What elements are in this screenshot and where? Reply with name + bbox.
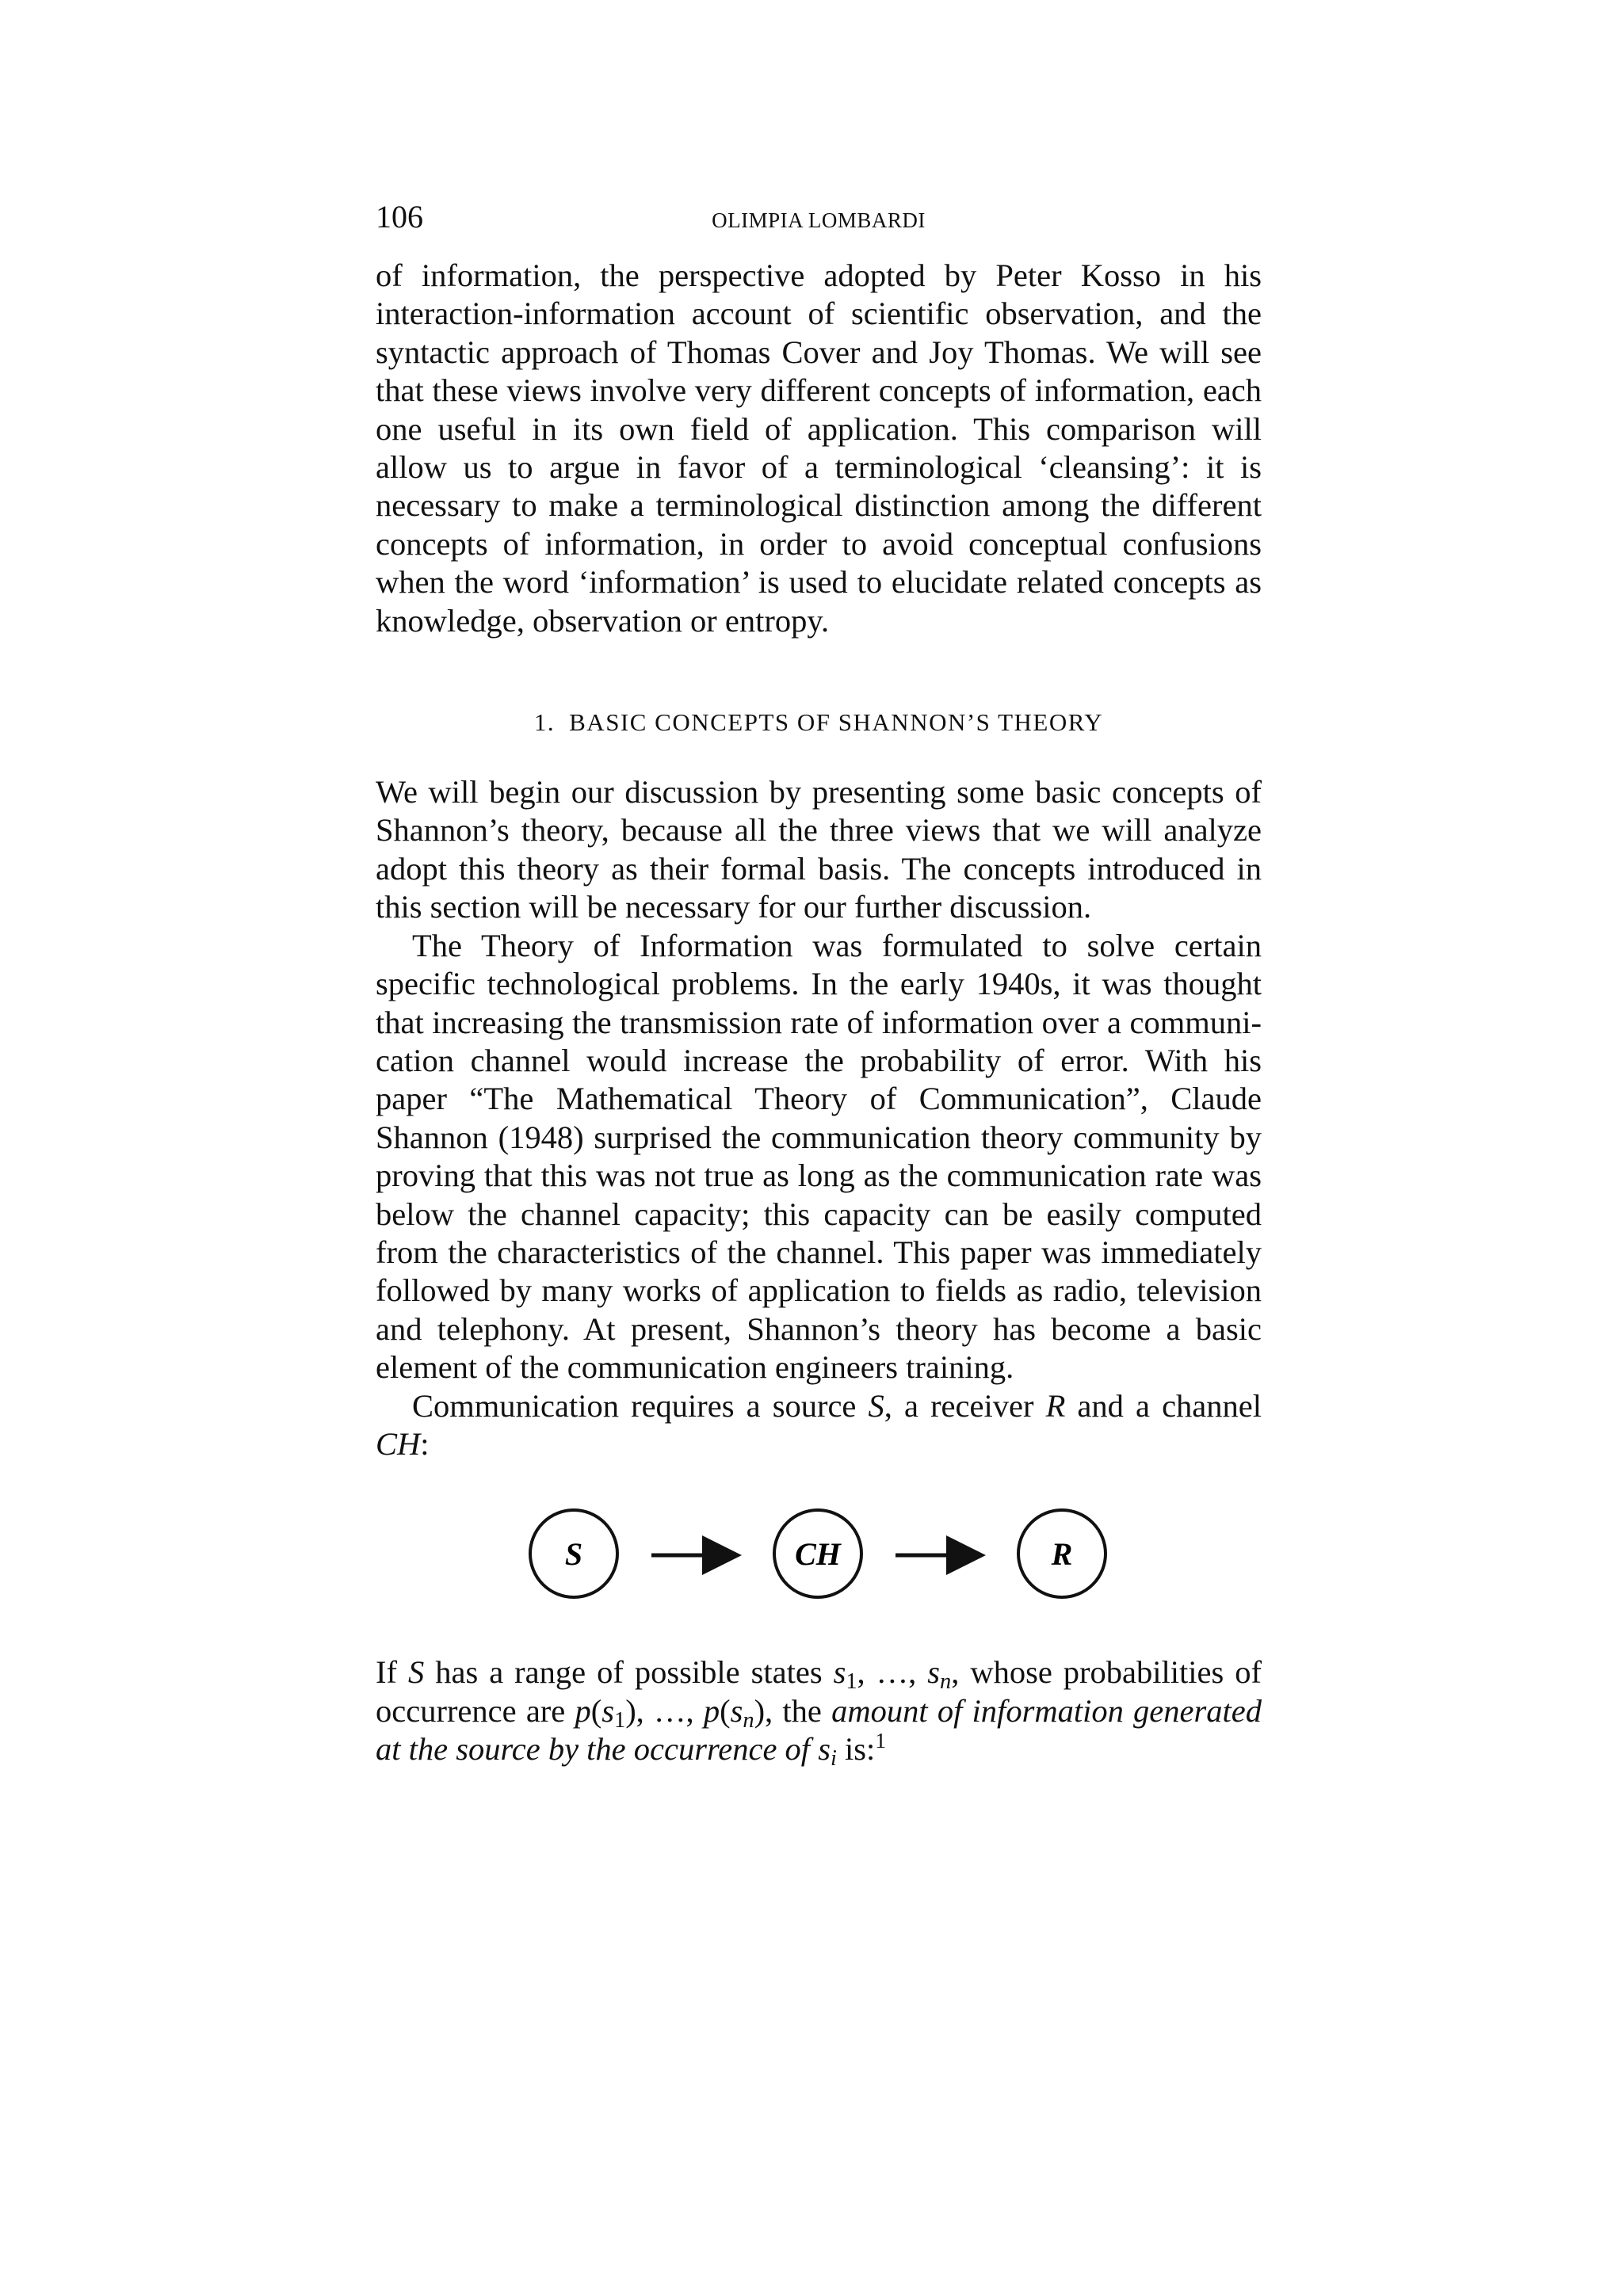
section-heading [376, 707, 1262, 738]
var-receiver: R [1045, 1387, 1066, 1424]
emphasis-amount-of-information: amount of information generated at the source by the occurrence of [376, 1692, 1262, 1768]
node-receiver [1018, 1510, 1106, 1597]
section-title: BASIC CONCEPTS OF SHANNON’S THEORY [569, 708, 1104, 737]
var-source: S [868, 1387, 884, 1424]
intro-paragraph: of information, the perspective adopted by Peter Kosso in his interaction-information account of scientific observation, and the syntactic approach of Thomas Cover and Joy Thomas. We will see that these views involve very different concepts of information, each one useful in its own field of application. This comparison will allow us to argue in favor of a terminological ‘cleansing’: it is necessary to make a terminological distinction among the different concepts of information, in order to avoid conceptual confusions when the word ‘information’ is used to elucidate related concepts as knowledge, observation or entropy. [376, 257, 1262, 639]
paragraph-communication-requirements: Communication requires a source S, a receiver R and a channel CH: [376, 1387, 1262, 1462]
node-channel [774, 1510, 861, 1597]
communication-diagram [376, 1500, 1262, 1611]
node-channel-label: CH [795, 1536, 841, 1573]
paragraph-theory-history: The Theory of Information was formulated to solve certain specific technological problems. In the early 1940s, it was thought that increasing the transmission rate of information over a communication channel would increase the probability of error. With his paper “The Mathematical Theory of Communication”, Claude Shannon (1948) surprised the communication theory community by proving that this was not true as long as the communication rate was below the channel capacity; this capacity can be easily computed from the characteristics of the channel. This paper was immediately followed by many works of application to fields as radio, television and telephony. At present, Shannon’s theory has become a basic element of the communication engineers training. [376, 927, 1262, 1386]
footnote-marker: 1 [875, 1728, 886, 1753]
page-number: 106 [376, 199, 423, 235]
node-source-label: S [564, 1536, 583, 1573]
paragraph-shannon-basics: We will begin our discussion by presenting some basic concepts of Shannon’s theory, because all the three views that we will analyze adopt this theory as their formal basis. The concepts introduced in this section will be necessary for our further discussion. [376, 774, 1262, 925]
running-head [376, 198, 1262, 246]
paragraph-information-amount: If S has a range of possible states $s_1$, …, $s_n$, whose probabilities of occurrence are $p(s_1)$, …, $p(s_n)$, the amount of information generated at the source by the occurrence of $s_i$ is:$^1$ [376, 1654, 1262, 1772]
section-number: 1. [533, 708, 556, 737]
node-source [530, 1510, 617, 1597]
node-receiver-label: R [1051, 1536, 1073, 1573]
page [376, 198, 1262, 1772]
var-channel: CH [376, 1425, 421, 1462]
running-head-author: OLIMPIA LOMBARDI [712, 208, 926, 232]
